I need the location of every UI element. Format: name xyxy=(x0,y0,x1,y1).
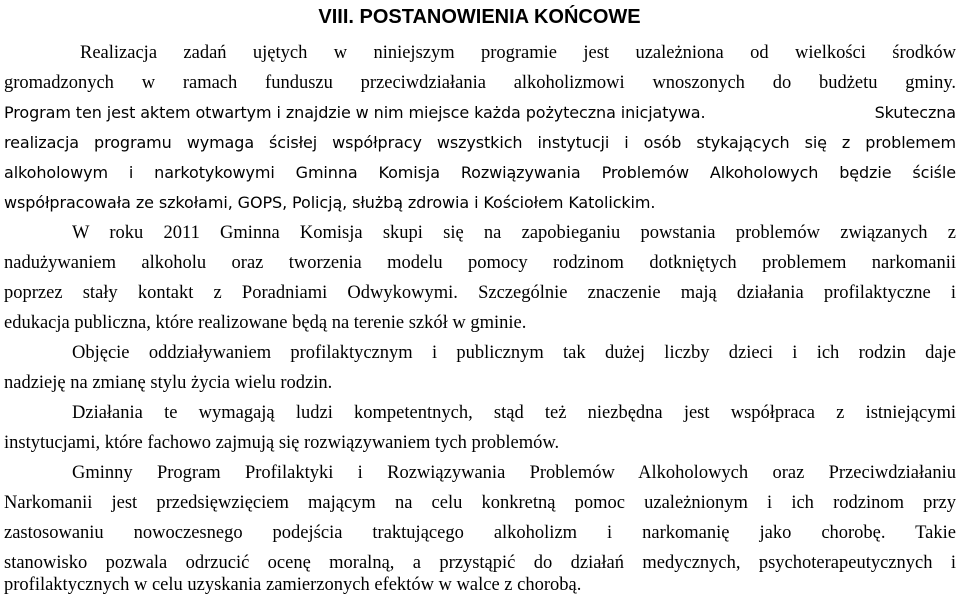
paragraph-line: Objęcie oddziaływaniem profilaktycznym i publicznym tak dużej liczby dzieci i ich rodzin daje xyxy=(72,343,956,363)
paragraph-line: W roku 2011 Gminna Komisja skupi się na zapobieganiu powstania problemów związanych z xyxy=(72,223,956,243)
paragraph-line-text: Program ten jest aktem otwartym i znajdzie w nim miejsce każda pożyteczna inicjatywa. xyxy=(4,103,706,122)
paragraph-line: profilaktycznych w celu uzyskania zamierzonych efektów w walce z chorobą. xyxy=(4,575,582,595)
paragraph-line xyxy=(4,98,956,128)
paragraph-line: gromadzonych w ramach funduszu przeciwdziałania alkoholizmowi wnoszonych do budżetu gminy. xyxy=(4,73,956,93)
paragraph-line: instytucjami, które fachowo zajmują się rozwiązywaniem tych problemów. xyxy=(4,433,560,453)
section-heading: VIII. POSTANOWIENIA KOŃCOWE xyxy=(318,6,641,28)
paragraph-line: nadzieję na zmianę stylu życia wielu rodzin. xyxy=(4,373,333,393)
paragraph-line-text: Skuteczna xyxy=(874,103,956,122)
paragraph-line: Narkomanii jest przedsięwzięciem mającym na celu konkretną pomoc uzależnionym i ich rodzinom przy xyxy=(4,493,956,513)
paragraph-line: stanowisko pozwala odrzucić ocenę moralną, a przystąpić do działań medycznych, psychoterapeutycznych i xyxy=(4,553,956,573)
paragraph-line: współpracowała ze szkołami, GOPS, Policją, służbą zdrowia i Kościołem Katolickim. xyxy=(4,193,656,212)
paragraph-line: zastosowaniu nowoczesnego podejścia traktującego alkoholizm i narkomanię jako chorobę. Takie xyxy=(4,523,956,543)
paragraph-line: alkoholowym i narkotykowymi Gminna Komisja Rozwiązywania Problemów Alkoholowych będzie ściśle xyxy=(4,163,956,182)
paragraph-line: Gminny Program Profilaktyki i Rozwiązywania Problemów Alkoholowych oraz Przeciwdziałaniu xyxy=(72,463,956,483)
paragraph-line: Działania te wymagają ludzi kompetentnych, stąd też niezbędna jest współpraca z istniejącymi xyxy=(72,403,956,423)
paragraph-line: Realizacja zadań ujętych w niniejszym programie jest uzależniona od wielkości środków xyxy=(80,43,956,63)
paragraph-line: realizacja programu wymaga ścisłej współpracy wszystkich instytucji i osób stykających się z problemem xyxy=(4,133,956,152)
paragraph-line: edukacja publiczna, które realizowane będą na terenie szkół w gminie. xyxy=(4,313,527,333)
paragraph-line: nadużywaniem alkoholu oraz tworzenia modelu pomocy rodzinom dotkniętych problemem narkomanii xyxy=(4,253,956,273)
paragraph-line: poprzez stały kontakt z Poradniami Odwykowymi. Szczególnie znaczenie mają działania profilaktyczne i xyxy=(4,283,956,303)
